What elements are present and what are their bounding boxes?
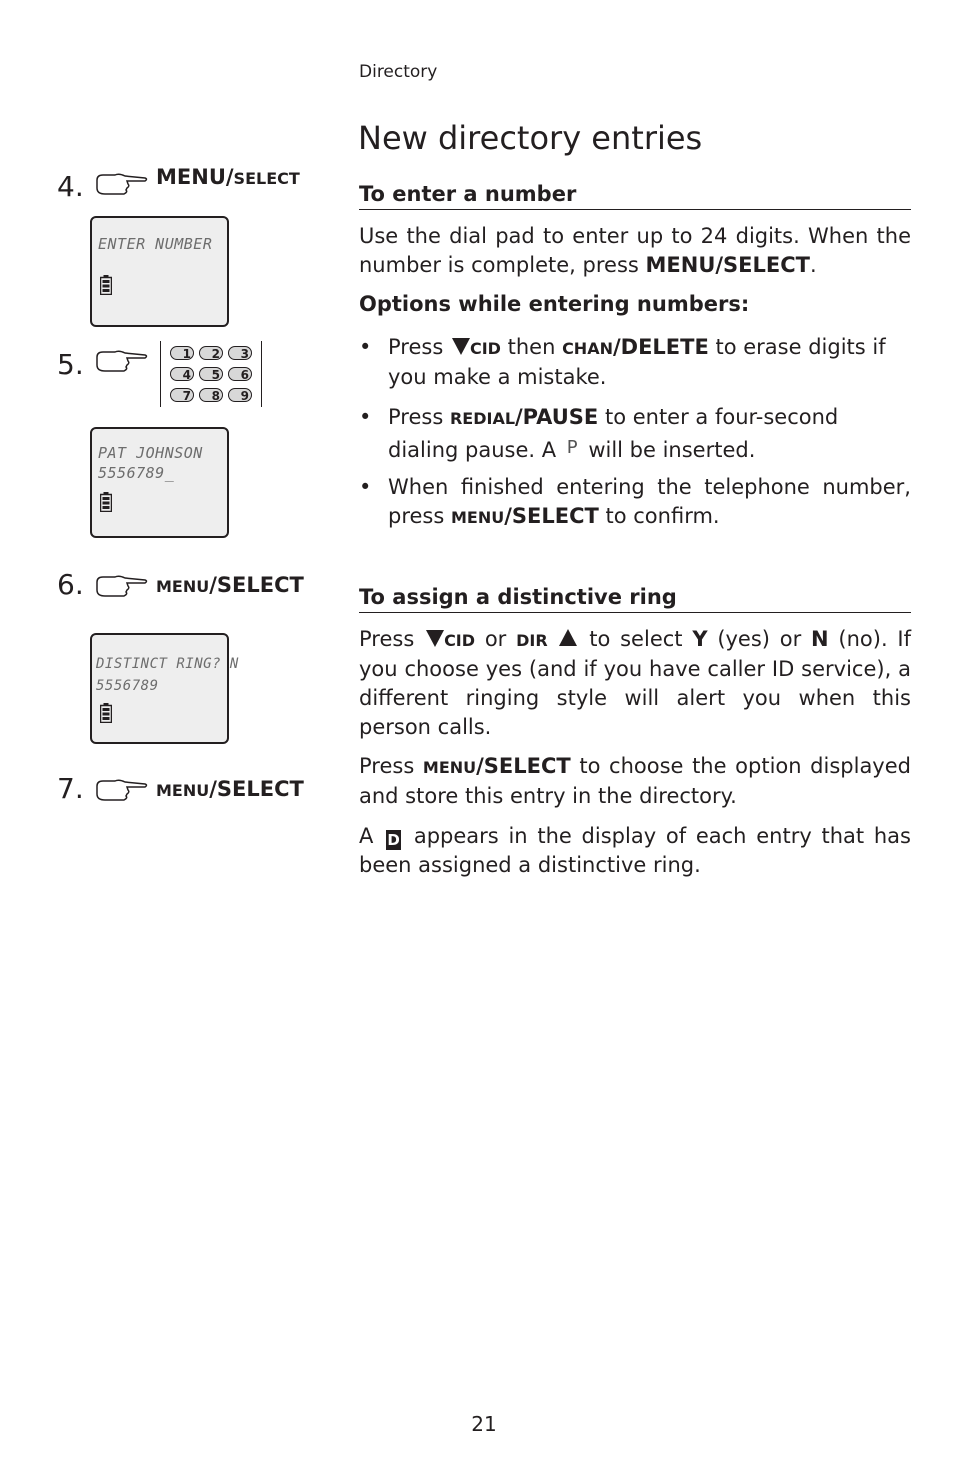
down-arrow-icon: [426, 630, 444, 647]
lcd-line: 5556789_: [98, 464, 175, 482]
key-9: 9: [228, 388, 252, 402]
text-run: Use the dial pad to enter up to 24 digits. When the number is complete, press: [359, 224, 911, 277]
step-5-number: 5.: [57, 348, 84, 381]
distinctive-ring-paragraph-2: [359, 752, 911, 811]
key-3: 3: [228, 346, 252, 360]
distinctive-ring-paragraph-3: [359, 822, 911, 880]
lcd-line: PAT JOHNSON: [98, 444, 203, 462]
menu-select-key: MENU/SELECT: [645, 253, 810, 277]
keypad-icon: [160, 341, 262, 407]
text-run: (yes) or: [707, 627, 812, 651]
lcd-enter-number: [90, 216, 229, 327]
select-key: SELECT: [233, 169, 300, 188]
step-7-label: [156, 777, 304, 801]
text-run: appears in the display of each entry that has been assigned a distinctive ring.: [359, 824, 911, 877]
text-run: Press: [388, 405, 450, 429]
menu-key: MENU: [156, 781, 210, 800]
down-arrow-icon: [452, 338, 470, 355]
redial-key: REDIAL: [449, 409, 516, 428]
distinctive-ring-paragraph-1: [359, 625, 911, 742]
lcd-line: ENTER NUMBER: [98, 235, 213, 253]
lcd-distinct-ring: [90, 633, 239, 744]
enter-number-heading: To enter a number: [359, 182, 911, 210]
text-run: Press: [359, 627, 425, 651]
dir-key: DIR: [516, 631, 548, 650]
text-run: A: [359, 824, 384, 848]
chan-key: CHAN: [562, 339, 613, 358]
text-run: to enter a four-second dialing pause. A: [388, 405, 839, 462]
key-1: 1: [170, 346, 194, 360]
pause-p-icon: P: [566, 437, 578, 458]
bullet-erase: [359, 333, 911, 392]
text-run: will be inserted.: [581, 438, 756, 462]
distinctive-ring-d-icon: D: [387, 831, 400, 849]
text-run: to erase digits if you make a mistake.: [388, 335, 886, 389]
step-4-label: [156, 165, 300, 189]
text-run: When finished entering the telephone number, press: [388, 475, 911, 528]
lcd-pat-johnson: [90, 427, 229, 538]
key-7: 7: [170, 388, 194, 402]
key-6: 6: [228, 367, 252, 381]
lcd-line: 5556789: [96, 678, 159, 694]
yes-option: Y: [692, 627, 708, 651]
battery-icon: [100, 703, 112, 723]
text-run: Press: [359, 754, 423, 778]
select-key: /SELECT: [476, 754, 571, 778]
key-2: 2: [199, 346, 223, 360]
page-title: New directory entries: [358, 119, 703, 157]
step-6-number: 6.: [57, 568, 84, 601]
options-heading: Options while entering numbers:: [359, 292, 750, 316]
menu-key: MENU: [156, 577, 210, 596]
key-4: 4: [170, 367, 194, 381]
bullet-dot: •: [359, 335, 372, 359]
hand-pointer-icon: [95, 349, 149, 375]
battery-icon: [100, 492, 112, 512]
select-key: /SELECT: [504, 504, 599, 528]
cid-key: CID: [444, 631, 476, 650]
bullet-dot: •: [359, 405, 372, 429]
hand-pointer-icon: [95, 574, 149, 600]
pause-key: /PAUSE: [515, 405, 599, 429]
lcd-line: DISTINCT RING? N: [96, 656, 239, 672]
step-6-label: [156, 573, 304, 597]
menu-key: MENU: [422, 758, 477, 777]
select-key: /SELECT: [209, 777, 304, 801]
text-run: Press: [388, 335, 450, 359]
section-header: Directory: [359, 62, 438, 82]
menu-key: MENU: [450, 508, 505, 527]
text-run: to choose the option displayed and store this entry in the directory.: [359, 754, 911, 808]
step-4-number: 4.: [57, 170, 84, 203]
distinctive-ring-heading: To assign a distinctive ring: [359, 585, 911, 613]
up-arrow-icon: [559, 629, 577, 646]
delete-key: /DELETE: [612, 335, 709, 359]
text-run: .: [810, 253, 817, 277]
text-run: then: [500, 335, 563, 359]
page-number: 21: [471, 1412, 497, 1436]
enter-number-paragraph: [359, 222, 911, 280]
hand-pointer-icon: [95, 778, 149, 804]
bullet-pause: [359, 403, 911, 465]
text-run: to select: [579, 627, 693, 651]
step-7-number: 7.: [57, 772, 84, 805]
text-run: or: [475, 627, 517, 651]
battery-icon: [100, 275, 112, 295]
select-key: /SELECT: [209, 573, 304, 597]
text-run: to confirm.: [598, 504, 720, 528]
key-5: 5: [199, 367, 223, 381]
no-option: N: [811, 627, 829, 651]
menu-key: MENU/: [156, 165, 234, 189]
bullet-dot: •: [359, 475, 372, 499]
cid-key: CID: [469, 339, 501, 358]
bullet-confirm: [359, 473, 911, 532]
key-8: 8: [199, 388, 223, 402]
hand-pointer-icon: [95, 172, 149, 198]
text-run: (no). If you choose yes (and if you have caller ID service), a different ringing style will alert you when this person calls.: [359, 627, 911, 739]
